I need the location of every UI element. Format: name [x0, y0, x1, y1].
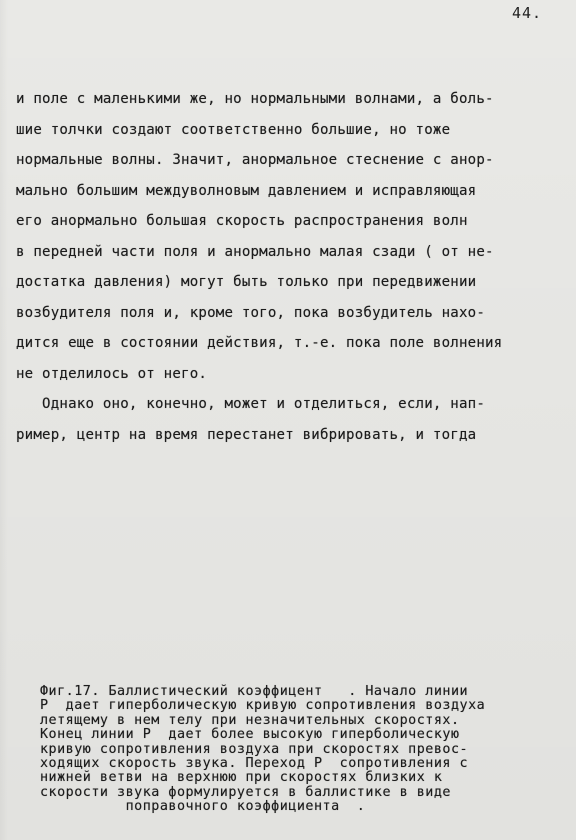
body-line: мально большим междуволновым давлением и исправляющая	[16, 182, 477, 199]
body-line: шие толчки создают соответственно большие, но тоже	[16, 121, 451, 138]
caption-line: скорости звука формулируется в баллистике в виде	[40, 784, 451, 800]
body-line: возбудителя поля и, кроме того, пока возбудитель нахо-	[16, 304, 485, 321]
figure-caption	[40, 685, 570, 815]
body-text	[16, 84, 572, 450]
caption-line: ходящих скорость звука. Переход P сопротивления с	[40, 755, 469, 771]
body-line: Однако оно, конечно, может и отделиться, если, нап-	[16, 396, 485, 412]
caption-line: Фиг.17. Баллистический коэффицент . Начало линии	[40, 684, 469, 699]
caption-line: P дает гиперболическую кривую сопротивления воздуха	[40, 698, 486, 714]
body-line: его анормально большая скорость распространения волн	[16, 213, 468, 229]
body-line: нормальные волны. Значит, анормальное стеснение с анор-	[16, 152, 494, 168]
page-number: 44.	[512, 4, 543, 22]
body-line: дится еще в состоянии действия, т.-е. пока поле волнения	[16, 335, 503, 351]
caption-line: Конец линии P дает более высокую гиперболическую	[40, 727, 460, 743]
caption-line: поправочного коэффициента .	[40, 799, 366, 815]
body-line: не отделилось от него.	[16, 365, 208, 382]
caption-line: нижней ветви на верхнюю при скоростях близких к	[40, 770, 443, 786]
caption-line: кривую сопротивления воздуха при скоростях превос-	[40, 741, 469, 757]
body-line: в передней части поля и анормально малая сзади ( от не-	[16, 243, 494, 260]
body-line: достатка давления) могут быть только при передвижении	[16, 274, 477, 290]
body-line: и поле с маленькими же, но нормальными волнами, а боль-	[16, 91, 494, 107]
caption-line: летящему в нем телу при незначительных скоростях.	[40, 712, 460, 728]
body-line: ример, центр на время перестанет вибрировать, и тогда	[16, 426, 477, 443]
